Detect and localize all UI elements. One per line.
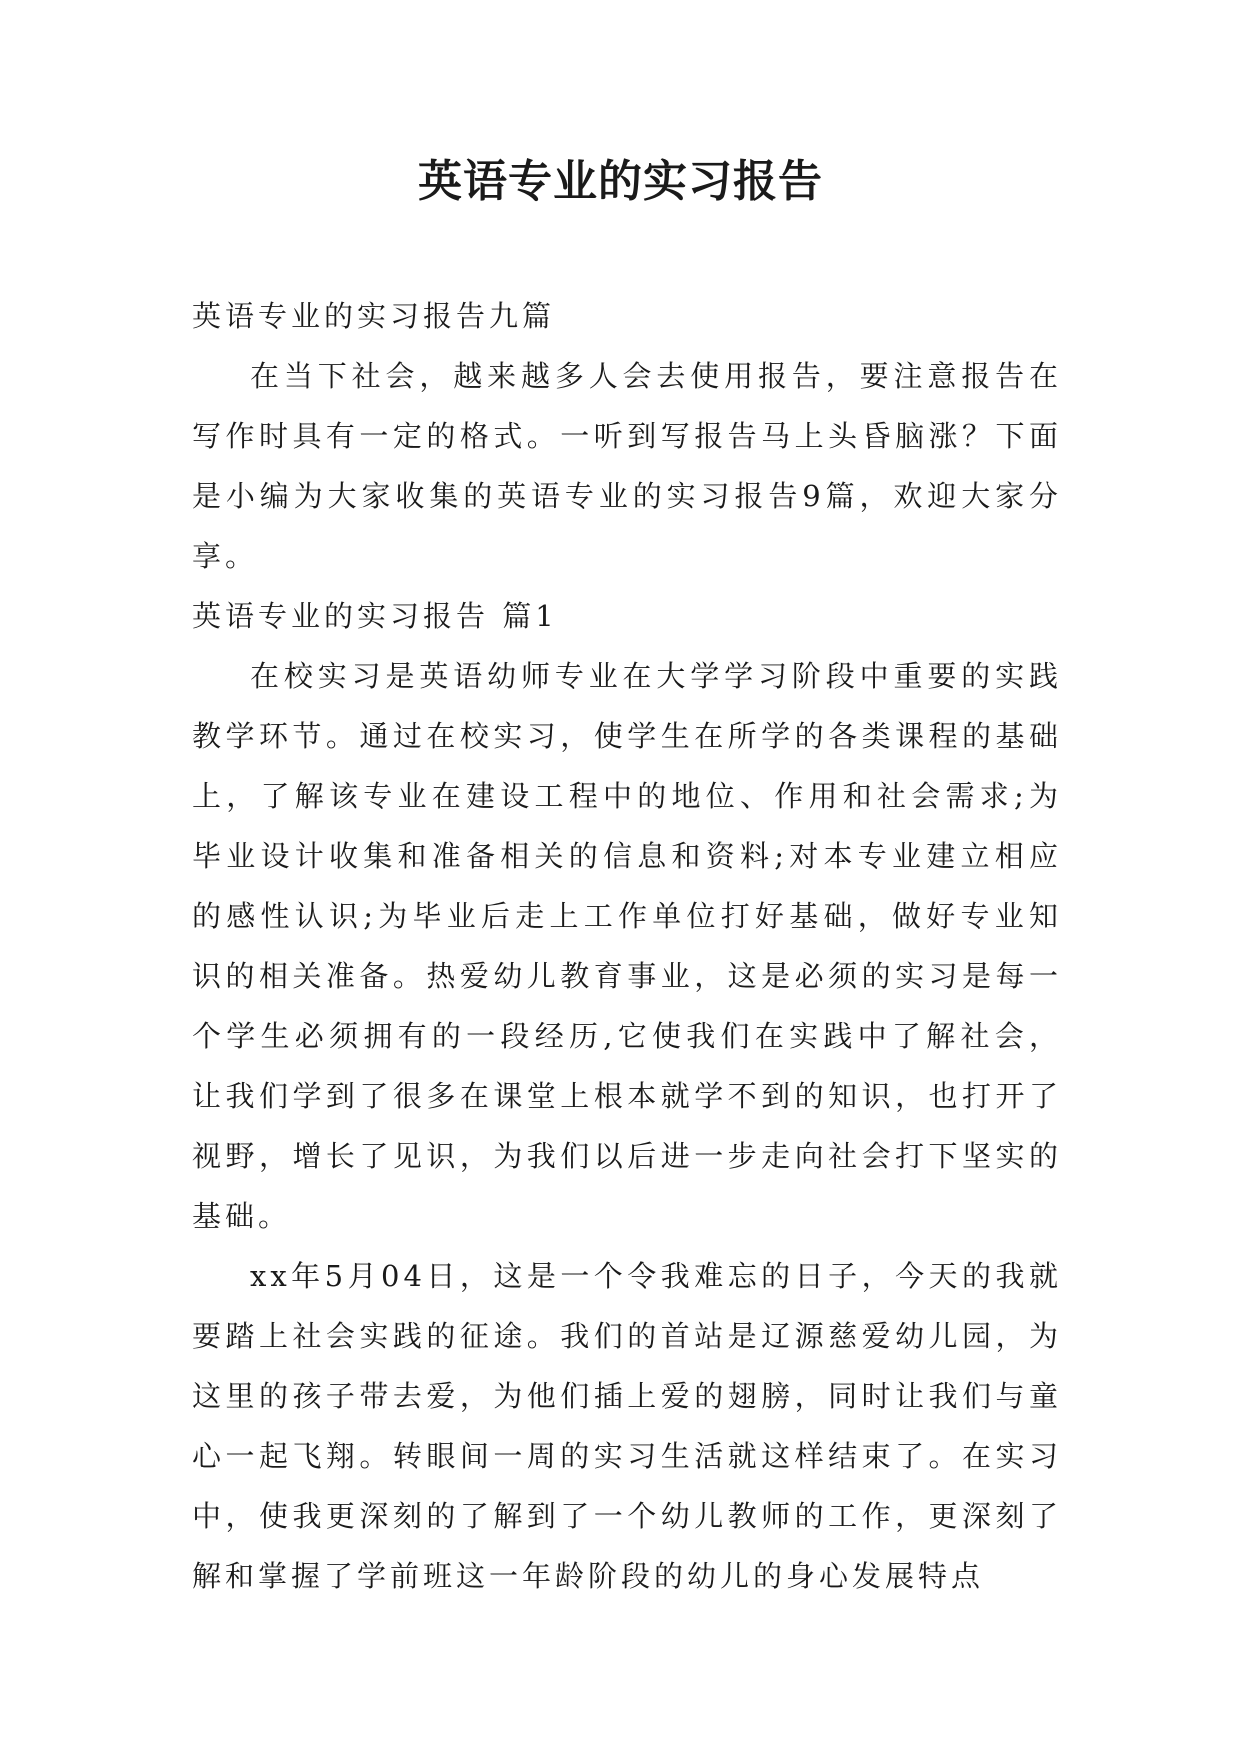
document-body (192, 286, 1062, 1606)
body-paragraph: xx年5月04日，这是一个令我难忘的日子，今天的我就要踏上社会实践的征途。我们的首站是辽源慈爱幼儿园，为这里的孩子带去爱，为他们插上爱的翅膀，同时让我们与童心一起飞翔。转眼间一周的实习生活就这样结束了。在实习中，使我更深刻的了解到了一个幼儿教师的工作，更深刻了解和掌握了学前班这一年龄阶段的幼儿的身心发展特点 (192, 1259, 1062, 1593)
section-heading: 英语专业的实习报告 篇1 (192, 599, 558, 633)
document-subtitle: 英语专业的实习报告九篇 (192, 299, 556, 333)
document-title: 英语专业的实习报告 (418, 156, 823, 207)
intro-paragraph: 在当下社会，越来越多人会去使用报告，要注意报告在写作时具有一定的格式。一听到写报告马上头昏脑涨？下面是小编为大家收集的英语专业的实习报告9篇，欢迎大家分享。 (192, 359, 1062, 573)
body-paragraph: 在校实习是英语幼师专业在大学学习阶段中重要的实践教学环节。通过在校实习，使学生在所学的各类课程的基础上，了解该专业在建设工程中的地位、作用和社会需求;为毕业设计收集和准备相关的信息和资料;对本专业建立相应的感性认识;为毕业后走上工作单位打好基础，做好专业知识的相关准备。热爱幼儿教育事业，这是必须的实习是每一个学生必须拥有的一段经历,它使我们在实践中了解社会，让我们学到了很多在课堂上根本就学不到的知识，也打开了视野，增长了见识，为我们以后进一步走向社会打下坚实的基础。 (192, 659, 1062, 1233)
